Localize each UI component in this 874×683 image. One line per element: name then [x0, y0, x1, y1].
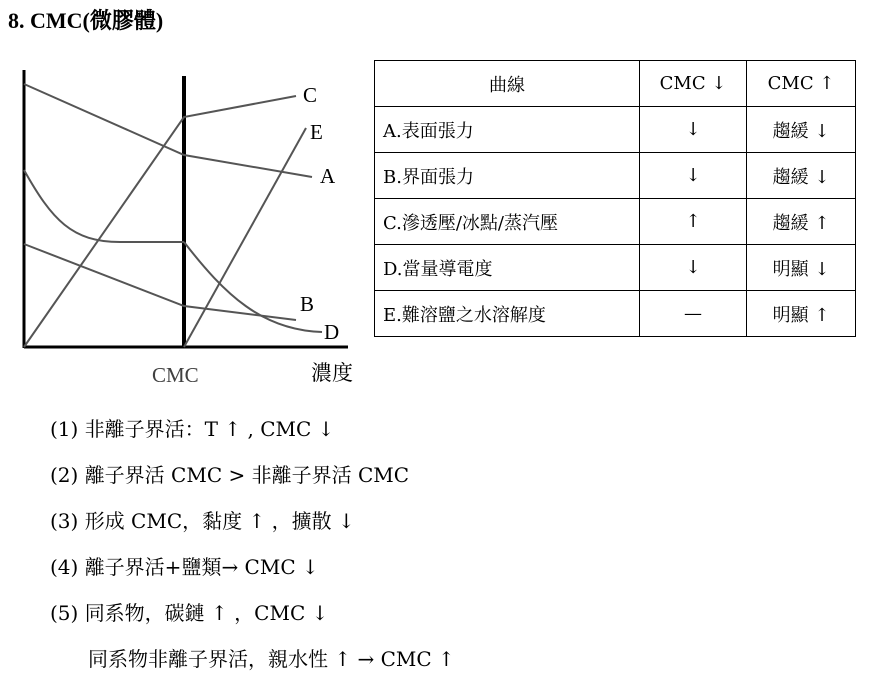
table-row	[375, 245, 856, 291]
notes-list	[50, 406, 455, 682]
cmc-axis-marker: CMC	[152, 363, 199, 387]
curve-label-a: A	[320, 164, 336, 188]
row-below: ↑	[640, 199, 747, 245]
curve-label-c: C	[303, 83, 318, 107]
curve-label-d: D	[324, 320, 340, 344]
curve-c	[24, 96, 296, 347]
section-title: 8. CMC(微膠體)	[8, 8, 164, 33]
row-curve: E.難溶鹽之水溶解度	[375, 291, 640, 337]
property-table	[374, 60, 856, 337]
table-row	[375, 291, 856, 337]
row-curve: B.界面張力	[375, 153, 640, 199]
curve-d-steep	[184, 242, 322, 332]
curve-label-e: E	[310, 120, 323, 144]
row-above: 明顯 ↓	[747, 245, 856, 291]
curve-d	[24, 244, 296, 320]
row-below: ↓	[640, 153, 747, 199]
x-axis-label: 濃度	[311, 361, 353, 385]
row-above: 趨緩 ↑	[747, 199, 856, 245]
row-below: ↓	[640, 107, 747, 153]
table-row	[375, 199, 856, 245]
row-above: 明顯 ↑	[747, 291, 856, 337]
header-curve: 曲線	[375, 61, 640, 107]
curve-a	[24, 84, 312, 177]
header-cmc-below: CMC ↓	[640, 61, 747, 107]
row-curve: A.表面張力	[375, 107, 640, 153]
row-curve: D.當量導電度	[375, 245, 640, 291]
note-item: (4) 離子界活+鹽類→ CMC ↓	[50, 555, 319, 579]
row-below: —	[640, 291, 747, 337]
table-header-row	[375, 61, 856, 107]
note-item: (5) 同系物，碳鏈 ↑ ，CMC ↓	[50, 601, 329, 625]
header-cmc-above: CMC ↑	[747, 61, 856, 107]
curve-label-b: B	[300, 292, 315, 316]
row-above: 趨緩 ↓	[747, 153, 856, 199]
row-below: ↓	[640, 245, 747, 291]
note-item: (1) 非離子界活：T ↑ , CMC ↓	[50, 417, 335, 441]
row-above: 趨緩 ↓	[747, 107, 856, 153]
note-item: (2) 離子界活 CMC > 非離子界活 CMC	[50, 463, 410, 487]
table-row	[375, 107, 856, 153]
table-row	[375, 153, 856, 199]
note-item: 同系物非離子界活，親水性 ↑ → CMC ↑	[88, 647, 455, 671]
note-item: (3) 形成 CMC，黏度 ↑ ，擴散 ↓	[50, 509, 355, 533]
row-curve: C.滲透壓/冰點/蒸汽壓	[375, 199, 640, 245]
